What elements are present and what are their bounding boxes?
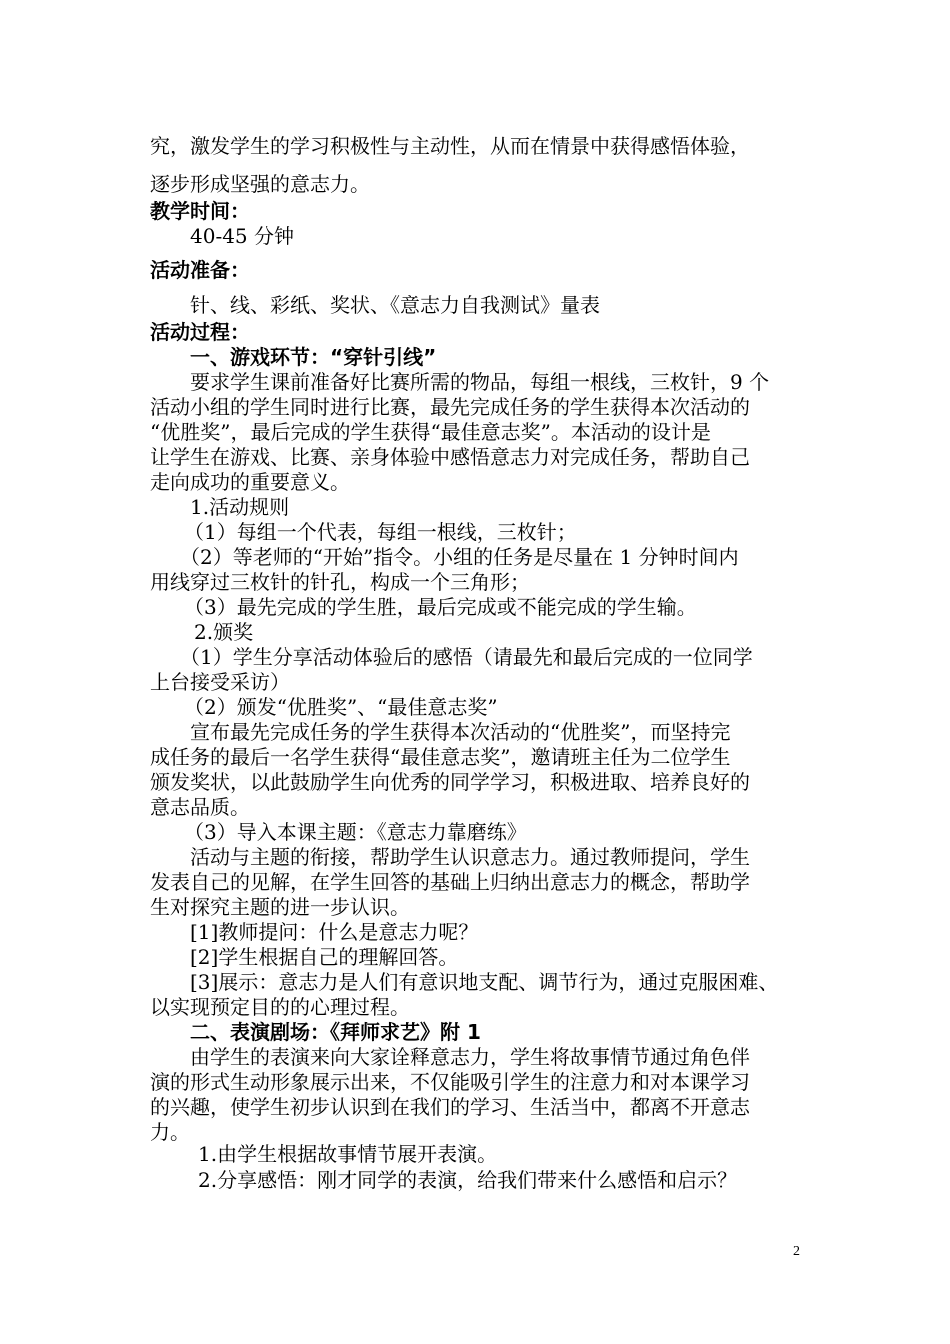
text-line: （2）等老师的“开始”指令。小组的任务是尽量在 1 分钟时间内 <box>180 545 739 569</box>
text-line: “优胜奖”，最后完成的学生获得“最佳意志奖”。本活动的设计是 <box>150 420 711 444</box>
text-line: （3）最先完成的学生胜，最后完成或不能完成的学生输。 <box>184 595 697 619</box>
text-line: 要求学生课前准备好比赛所需的物品，每组一根线，三枚针，9 个 <box>190 370 770 394</box>
subsection-heading: 一、游戏环节：“穿针引线” <box>190 345 437 369</box>
text-line: 逐步形成坚强的意志力。 <box>150 172 370 196</box>
text-line: 用线穿过三枚针的针孔，构成一个三角形； <box>150 570 530 594</box>
text-line: 的兴趣，使学生初步认识到在我们的学习、生活当中，都离不开意志 <box>150 1095 750 1119</box>
text-line: 1.由学生根据故事情节展开表演。 <box>198 1142 498 1166</box>
text-line: 生对探究主题的进一步认识。 <box>150 895 410 919</box>
text-line: （2）颁发“优胜奖”、“最佳意志奖” <box>184 695 498 719</box>
text-line: 意志品质。 <box>150 795 250 819</box>
preparation-content <box>150 293 810 318</box>
text-line: 1.活动规则 <box>190 495 290 519</box>
text-line: 活动与主题的衔接，帮助学生认识意志力。通过教师提问，学生 <box>190 845 750 869</box>
preparation-section <box>150 258 810 283</box>
performance-steps-2 <box>150 1168 810 1193</box>
page-number: 2 <box>793 1244 800 1259</box>
process-section <box>150 320 810 1145</box>
section-heading: 活动过程： <box>150 320 250 344</box>
text-line: 活动小组的学生同时进行比赛，最先完成任务的学生获得本次活动的 <box>150 395 750 419</box>
text-line: 让学生在游戏、比赛、亲身体验中感悟意志力对完成任务，帮助自己 <box>150 445 750 469</box>
intro-paragraph <box>150 134 810 159</box>
subsection-heading: 二、表演剧场：《拜师求艺》附 1 <box>190 1020 481 1044</box>
text-line: 以实现预定目的的心理过程。 <box>150 995 410 1019</box>
performance-steps <box>150 1142 810 1167</box>
text-line: 2.分享感悟：刚才同学的表演，给我们带来什么感悟和启示？ <box>198 1168 738 1192</box>
text-line: 针、线、彩纸、奖状、《意志力自我测试》量表 <box>190 293 600 317</box>
text-line: 上台接受采访） <box>150 670 290 694</box>
text-line: 究，激发学生的学习积极性与主动性，从而在情景中获得感悟体验， <box>150 134 750 158</box>
text-line: 发表自己的见解，在学生回答的基础上归纳出意志力的概念，帮助学 <box>150 870 750 894</box>
text-line: （3）导入本课主题：《意志力靠磨练》 <box>184 820 527 844</box>
text-line: 由学生的表演来向大家诠释意志力，学生将故事情节通过角色伴 <box>190 1045 750 1069</box>
text-line: [2]学生根据自己的理解回答。 <box>190 945 459 969</box>
text-line: 演的形式生动形象展示出来，不仅能吸引学生的注意力和对本课学习 <box>150 1070 750 1094</box>
text-line: 力。 <box>150 1120 190 1144</box>
text-line: （1）每组一个代表，每组一根线，三枚针； <box>184 520 577 544</box>
text-line: （1）学生分享活动体验后的感悟（请最先和最后完成的一位同学 <box>180 645 753 669</box>
text-line: 宣布最先完成任务的学生获得本次活动的“优胜奖”，而坚持完 <box>190 720 731 744</box>
text-line: 2.颁奖 <box>194 620 254 644</box>
section-heading: 教学时间： <box>150 199 250 223</box>
text-line: 走向成功的重要意义。 <box>150 470 350 494</box>
text-line: [3]展示：意志力是人们有意识地支配、调节行为，通过克服困难、 <box>190 970 779 994</box>
text-line: [1]教师提问：什么是意志力呢？ <box>190 920 479 944</box>
intro-paragraph-end <box>150 172 810 197</box>
text-line: 颁发奖状，以此鼓励学生向优秀的同学学习，积极进取、培养良好的 <box>150 770 750 794</box>
text-line: 成任务的最后一名学生获得“最佳意志奖”，邀请班主任为二位学生 <box>150 745 731 769</box>
teaching-time-section <box>150 199 810 249</box>
section-heading: 活动准备： <box>150 258 250 282</box>
text-line: 40-45 分钟 <box>190 224 295 248</box>
